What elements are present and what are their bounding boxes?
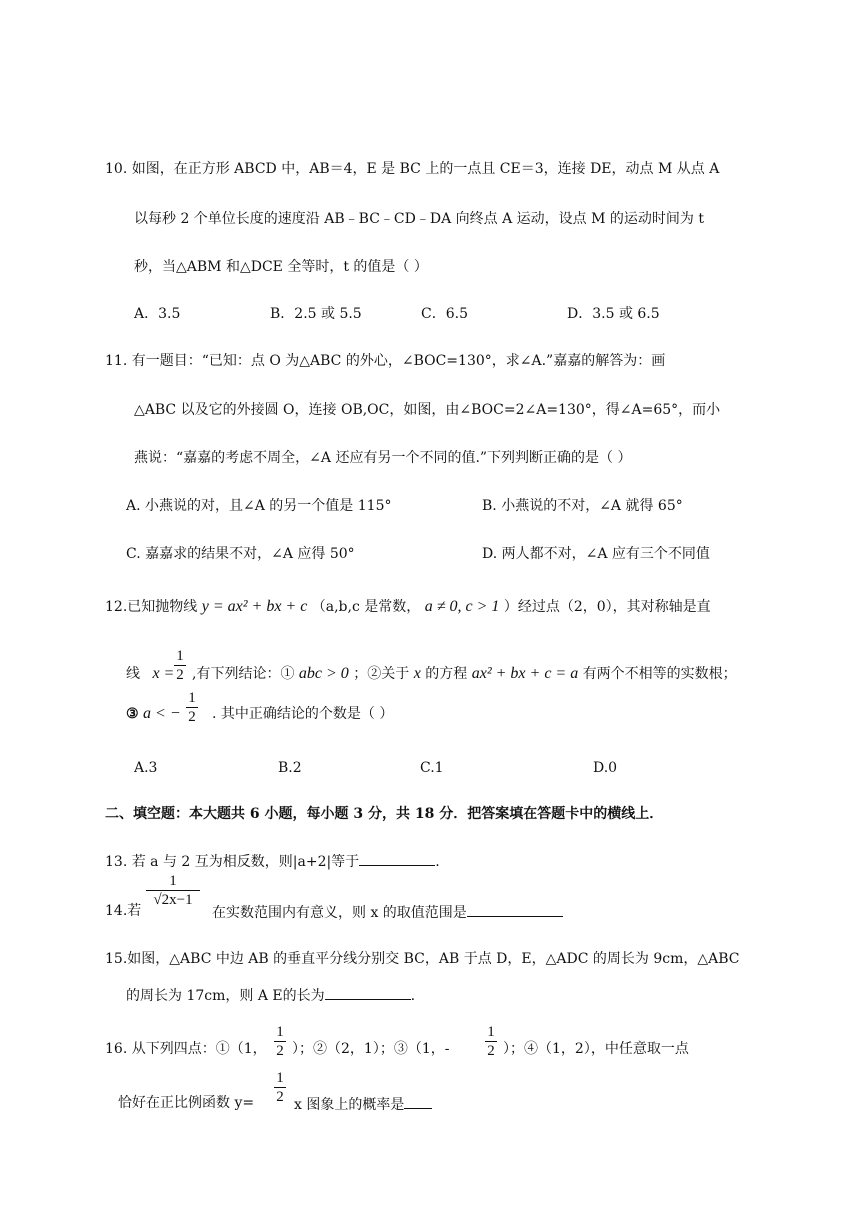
fraction-denominator: 2 (188, 709, 196, 725)
q11-line1: 11. 有一题目：“已知：点 O 为△ABC 的外心，∠BOC=130°，求∠A.”嘉嘉的解答为：画 (105, 353, 666, 369)
q13-text: 13. 若 a 与 2 互为相反数，则|a+2|等于 (105, 854, 360, 870)
conclusions-intro: ,有下列结论：① (192, 666, 295, 682)
fraction-denominator: 2 (276, 1089, 284, 1105)
q12-intro: 12.已知抛物线 (105, 599, 198, 615)
q10-option-d: D．3.5 或 6.5 (567, 306, 660, 322)
axis-x-equals: x = (152, 665, 175, 682)
q10-line1: 10. 如图，在正方形 ABCD 中，AB＝4，E 是 BC 上的一点且 CE＝3，连接 DE，动点 M 从点 A (105, 161, 720, 177)
section-2-heading: 二、填空题：本大题共 6 小题，每小题 3 分，共 18 分．把答案填在答题卡中的横线上． (105, 806, 664, 822)
conclusion-2-end: 有两个不相等的实数根； (582, 666, 737, 682)
q11-line2: △ABC 以及它的外接圆 O，连接 OB,OC，如图，由∠BOC=2∠A=130°，得∠A=65°，而小 (134, 402, 721, 418)
q10-option-a: A．3.5 (134, 306, 181, 322)
fraction-denominator: 2 (276, 1043, 284, 1059)
fraction-numerator: 1 (276, 1024, 284, 1040)
fraction-numerator: 1 (176, 648, 184, 664)
q14-fraction-bar (146, 890, 200, 891)
q15-line1: 15.如图，△ABC 中边 AB 的垂直平分线分别交 BC，AB 于点 D，E，△ADC 的周长为 9cm，△ABC (105, 951, 740, 967)
q13-line (105, 851, 440, 871)
q12-line2-start (126, 665, 174, 683)
q12-line3-rest: . 其中正确结论的个数是（ ） (212, 706, 394, 722)
q10-option-b: B．2.5 或 5.5 (270, 306, 362, 322)
q12-option-d: D.0 (593, 760, 618, 776)
q14-numerator: 1 (169, 873, 177, 889)
q12-line3-start (126, 705, 181, 723)
q12-option-c: C.1 (420, 760, 444, 776)
fraction-denominator: 2 (176, 667, 184, 683)
q12-option-b: B.2 (278, 760, 302, 776)
q12-option-a: A.3 (134, 760, 158, 776)
abc-inequality: abc > 0 (298, 665, 349, 682)
fraction-denominator: 2 (487, 1043, 495, 1059)
q13-period: . (435, 854, 440, 870)
half-fraction (174, 648, 186, 683)
x-variable: x (413, 665, 421, 682)
fraction-bar (186, 707, 198, 708)
q11-option-c: C. 嘉嘉求的结果不对，∠A 应得 50° (126, 546, 355, 562)
q14-text: 在实数范围内有意义，则 x 的取值范围是 (212, 905, 467, 921)
q14-answer-blank[interactable] (467, 902, 563, 917)
q12-point: ）经过点（2，0），其对称轴是直 (503, 599, 711, 615)
q14-prefix: 14.若 (105, 903, 142, 919)
fraction-bar (274, 1087, 286, 1088)
q14-denominator: √2x−1 (153, 892, 193, 908)
fraction-numerator: 1 (188, 690, 196, 706)
q16-line2-rest (294, 1094, 432, 1114)
q16-line2-start: 恰好在正比例函数 y= (118, 1095, 255, 1111)
q10-line2: 以每秒 2 个单位长度的速度沿 AB﹣BC﹣CD﹣DA 向终点 A 运动，设点 M 的运动时间为 t (134, 211, 704, 227)
q12-constants: （a,b,c 是常数， (311, 599, 421, 615)
q14-line (212, 902, 563, 922)
neg-half-fraction (186, 690, 198, 725)
q16-half-fraction-1 (274, 1024, 286, 1059)
q16-part2: ）；②（2，1）；③（1，- (292, 1041, 450, 1057)
q10-line3: 秒，当△ABM 和△DCE 全等时，t 的值是（ ） (134, 259, 428, 275)
q12-line2-rest (192, 665, 737, 683)
q15-answer-blank[interactable] (325, 985, 411, 1000)
a-inequality: a < − (143, 705, 181, 722)
q14-fraction (146, 873, 200, 908)
fraction-bar (274, 1041, 286, 1042)
q15-line2 (126, 985, 415, 1005)
q10-option-c: C．6.5 (421, 306, 468, 322)
equation-word: 的方程 (425, 666, 468, 682)
fraction-numerator: 1 (487, 1024, 495, 1040)
q11-option-d: D. 两人都不对，∠A 应有三个不同值 (482, 546, 710, 562)
fraction-bar (174, 665, 186, 666)
q11-option-b: B. 小燕说的不对，∠A 就得 65° (482, 498, 683, 514)
q12-condition: a ≠ 0, c > 1 (424, 598, 500, 615)
parabola-equation: y = ax² + bx + c (201, 598, 308, 615)
fraction-bar (485, 1041, 497, 1042)
q16-slope-fraction (274, 1070, 286, 1105)
q11-option-a: A. 小燕说的对，且∠A 的另一个值是 115° (126, 498, 392, 514)
q16-part3: ）；④（1，2），中任意取一点 (503, 1041, 689, 1057)
fraction-numerator: 1 (276, 1070, 284, 1086)
circle-3: ③ (126, 706, 139, 722)
q16-part1: 16. 从下列四点：①（1， (105, 1041, 267, 1057)
q16-text: x 图象上的概率是 (294, 1097, 405, 1113)
q15-text: 的周长为 17cm，则 A E的长为 (126, 988, 325, 1004)
q15-period: . (410, 988, 416, 1004)
q12-line-word: 线 (126, 666, 140, 682)
conclusion-2-intro: ；②关于 (353, 666, 410, 682)
q11-line3: 燕说：“嘉嘉的考虑不周全，∠A 还应有另一个不同的值.”下列判断正确的是（ ） (134, 450, 632, 466)
conclusion-2-equation: ax² + bx + c = a (471, 665, 579, 682)
q12-line1 (105, 598, 711, 616)
q13-answer-blank[interactable] (359, 851, 435, 866)
q16-half-fraction-2 (485, 1024, 497, 1059)
q16-answer-blank[interactable] (404, 1094, 432, 1109)
